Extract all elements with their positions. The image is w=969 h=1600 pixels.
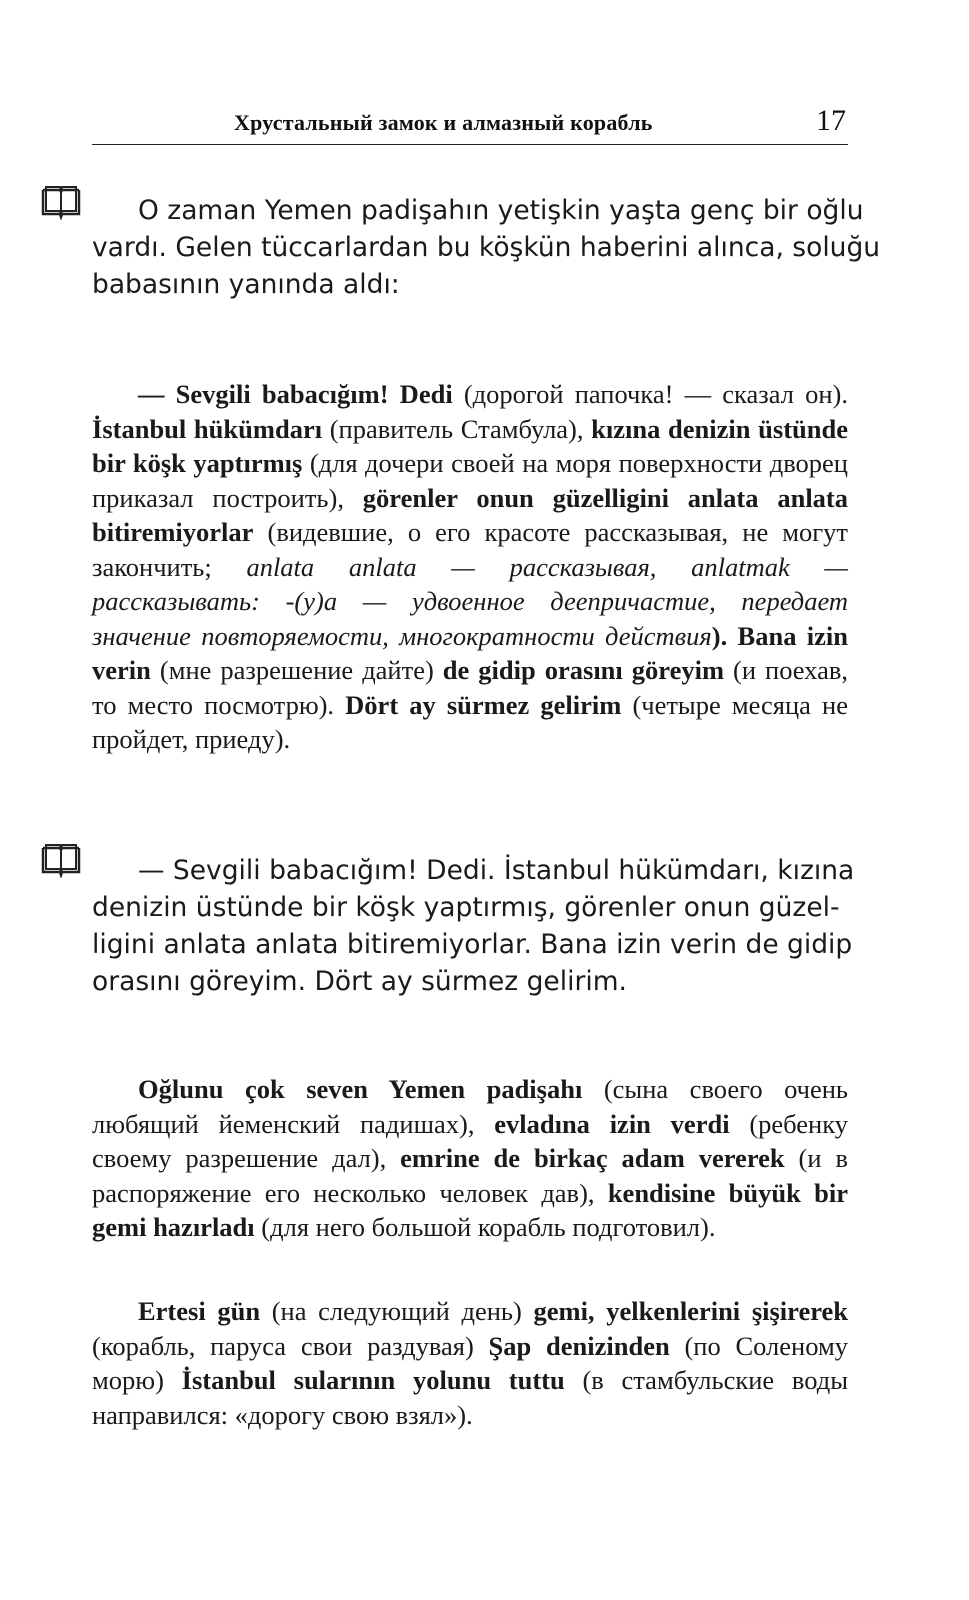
turkish-phrase: — Sevgili babacığım! Dedi: [138, 379, 453, 409]
translation: (по Соленому морю): [92, 1330, 848, 1395]
translation: (в стамбульские воды направился: «дорогу свою взял»).: [92, 1365, 848, 1430]
open-book-icon: [40, 186, 82, 220]
turkish-phrase: görenler onun güzelligini anlata anlata bitiremiyorlar: [92, 482, 849, 547]
translation: (для него большой корабль подготовил).: [254, 1212, 716, 1242]
turkish-phrase: Oğlunu çok seven Yemen padişahı: [138, 1074, 583, 1104]
text-line: — Sevgili babacığım! Dedi. İstanbul hükümdarı, kızına: [138, 855, 855, 886]
annotated-paragraph-3: [92, 1294, 848, 1432]
text-line: vardı. Gelen tüccarlardan bu köşkün haberini alınca, soluğu: [92, 232, 881, 263]
header-title: Хрустальный замок и алмазный корабль: [234, 110, 653, 135]
grammar-note: anlata anlata — рассказывая, anlatmak — рассказывать: -(y)a — удвоенное деепричастие, передает значение повторяемости, многократности действия: [92, 551, 848, 651]
text-line: orasını göreyim. Dört ay sürmez gelirim.: [92, 966, 627, 997]
turkish-phrase: Dört ay sürmez gelirim: [345, 689, 622, 720]
punctuation: ).: [711, 620, 738, 651]
translation: (и поехав, то место посмотрю).: [92, 655, 848, 720]
text-line: babasının yanında aldı:: [92, 269, 400, 300]
running-header: [92, 100, 848, 145]
translation: (ребенку своему разрешение дал),: [92, 1108, 848, 1173]
translation: (и в распоряжение его несколько человек дав),: [92, 1143, 848, 1208]
turkish-phrase: gemi, yelkenlerini şişirerek: [533, 1296, 848, 1326]
translation: (четыре месяца не пройдет, приеду).: [92, 689, 848, 754]
translation: (дорогой папочка! — сказал он).: [452, 379, 848, 409]
text-line: ligini anlata anlata bitiremiyorlar. Bana izin verin de gidip: [92, 929, 853, 960]
annotated-paragraph-2: [92, 1072, 848, 1245]
translation: (корабль, паруса свои раздувая): [92, 1330, 489, 1361]
page-number: 17: [816, 104, 846, 137]
translation: (мне разрешение дайте): [150, 655, 443, 685]
translation: (сына своего очень любящий йеменский падишах),: [92, 1074, 848, 1139]
annotated-paragraph-1: [92, 377, 848, 757]
text-line: denizin üstünde bir köşk yaptırmış, görenler onun güzel-: [92, 892, 840, 923]
turkish-phrase: evladına izin verdi: [494, 1108, 730, 1139]
translation: (на следующий день): [260, 1296, 534, 1326]
turkish-phrase: İstanbul hükümdarı: [92, 413, 323, 444]
text-line: O zaman Yemen padişahın yetişkin yaşta genç bir oğlu: [138, 195, 864, 226]
turkish-phrase: de gidip orasını göreyim: [442, 655, 725, 685]
translation: (правитель Стамбула),: [322, 413, 592, 444]
translation: (видевшие, о его красоте рассказывая, не могут закончить;: [92, 517, 848, 582]
turkish-phrase: kızına denizin üstünde bir köşk yaptırmış: [92, 413, 849, 478]
turkish-paragraph-2: [92, 852, 855, 1000]
turkish-phrase: kendisine büyük bir gemi hazırladı: [92, 1177, 848, 1242]
translation: (для дочери своей на моря поверхности дворец приказал построить),: [92, 448, 848, 513]
turkish-paragraph-1: [92, 192, 881, 303]
turkish-phrase: Şap denizinden: [488, 1330, 670, 1361]
turkish-phrase: İstanbul sularının yolunu tuttu: [181, 1365, 565, 1395]
turkish-phrase: Ertesi gün: [138, 1296, 261, 1326]
turkish-phrase: Bana izin verin: [92, 620, 848, 685]
turkish-phrase: emrine de birkaç adam vererek: [400, 1143, 785, 1173]
open-book-icon: [40, 844, 82, 878]
